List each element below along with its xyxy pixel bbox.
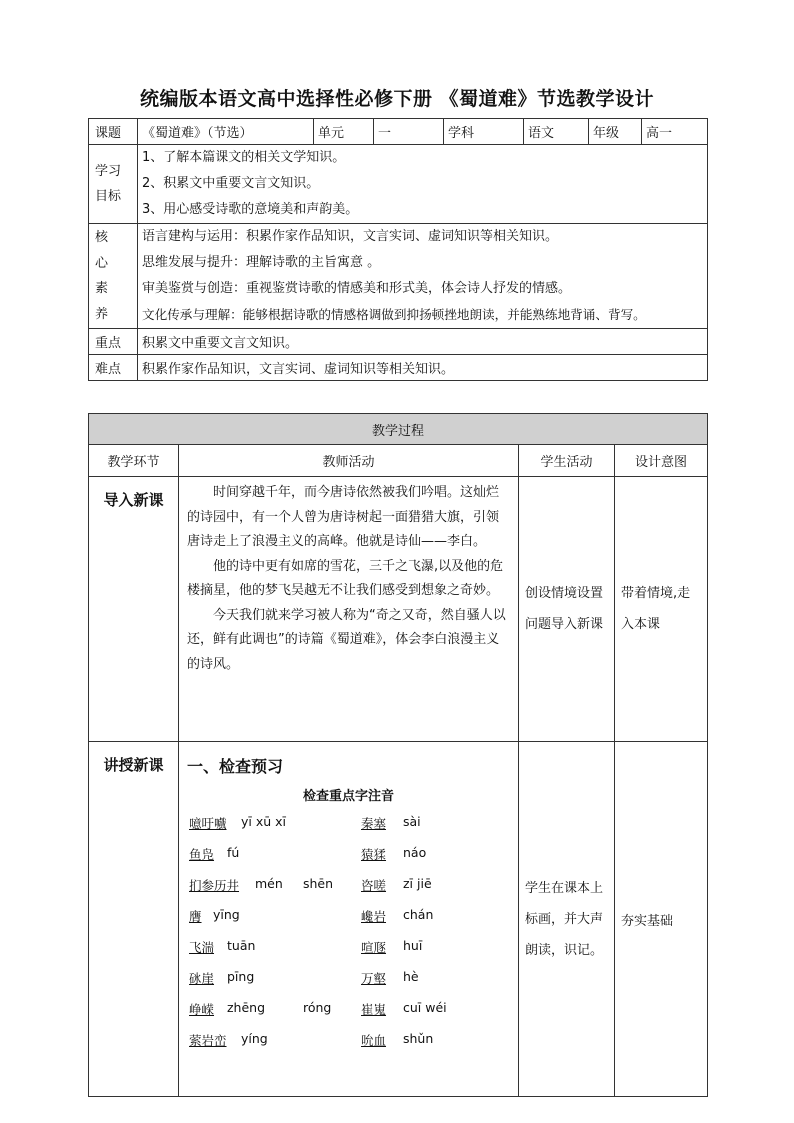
header-teacher: 教师活动 [179,445,519,477]
pinyin-row-term: 飞湍 [189,940,215,955]
header-stage: 教学环节 [89,445,179,477]
header-intent: 设计意图 [615,445,708,477]
difficult-label: 难点 [89,355,138,381]
pinyin-list [183,814,514,1062]
pinyin-row-pinyin: huī [403,938,423,953]
teaching-process-table [88,413,708,1097]
pinyin-row-term: 崔嵬 [361,1002,387,1017]
unit-value: 一 [374,119,444,145]
subject-value: 语文 [524,119,589,145]
grade-label: 年级 [589,119,642,145]
grade-value: 高一 [642,119,708,145]
pinyin-row-term: 猿猱 [361,847,387,862]
teacher-activity-intro [179,477,519,742]
intro-paragraph: 时间穿越千年，而今唐诗依然被我们吟唱。这灿烂的诗园中，有一个人曾为唐诗树起一面猎猎大旗，引领唐诗走上了浪漫主义的高峰。他就是诗仙——李白。 [187,485,500,549]
student-activity-lesson: 学生在课本上标画，并大声朗读，识记。 [519,742,615,1097]
intro-paragraph: 他的诗中更有如席的雪花，三千之飞瀑,以及他的危楼摘星，他的梦飞吴越无不让我们感受到想象之奇妙。 [187,558,504,598]
pinyin-row-term: 膺 [189,909,202,924]
pinyin-row-term: 吮血 [361,1033,387,1048]
intro-paragraph: 今天我们就来学习被人称为“奇之又奇，然自骚人以还，鲜有此调也”的诗篇《蜀道难》，体会李白浪漫主义的诗风。 [187,607,506,672]
pinyin-row [183,969,514,1000]
pinyin-subheading: 检查重点字注音 [302,789,394,804]
pinyin-row-pinyin: cuī wéi [403,1000,447,1015]
pinyin-row-term: 鱼凫 [189,847,215,862]
topic-label: 课题 [89,119,138,145]
design-intent-intro: 带着情境,走入本课 [615,477,708,742]
pinyin-row [183,938,514,969]
pinyin-row-pinyin: zhēng [227,1000,266,1015]
pinyin-row-term: 巉岩 [361,909,387,924]
lesson-info-table [88,118,708,381]
pinyin-row-term: 秦塞 [361,816,387,831]
pinyin-row [183,907,514,938]
pinyin-row-term: 噫吁嚱 [189,816,227,831]
pinyin-row-term: 砯崖 [189,971,215,986]
stage-lesson: 讲授新课 [89,742,179,1097]
unit-label: 单元 [314,119,374,145]
stage-intro: 导入新课 [89,477,179,742]
difficult-value: 积累作家作品知识，文言实词、虚词知识等相关知识。 [138,355,708,381]
pinyin-row-term: 萦岩峦 [189,1033,227,1048]
goal-item: 1、了解本篇课文的相关文学知识。 [142,150,346,165]
pinyin-row-pinyin: róng [303,1000,332,1015]
header-student: 学生活动 [519,445,615,477]
pinyin-row-pinyin: náo [403,845,427,860]
process-title: 教学过程 [89,414,708,445]
pinyin-row-pinyin: hè [403,969,419,984]
literacy-item: 语言建构与运用：积累作家作品知识，文言实词、虚词知识等相关知识。 [142,229,559,244]
pinyin-row-pinyin: shēn [303,876,334,891]
pinyin-row-pinyin: mén [255,876,283,891]
pinyin-row-term: 咨嗟 [361,878,387,893]
student-activity-intro: 创设情境设置问题导入新课 [519,477,615,742]
pinyin-row [183,814,514,845]
topic-value: 《蜀道难》（节选） [138,119,314,145]
pinyin-row-pinyin: sài [403,814,421,829]
pinyin-row-pinyin: chán [403,907,434,922]
goals-list [138,145,708,224]
pinyin-row [183,845,514,876]
literacy-item: 审美鉴赏与创造：重视鉴赏诗歌的情感美和形式美，体会诗人抒发的情感。 [142,281,572,296]
pinyin-row [183,876,514,907]
pinyin-row-pinyin: yīng [213,907,240,922]
goal-item: 3、用心感受诗歌的意境美和声韵美。 [142,202,359,217]
goal-item: 2、积累文中重要文言文知识。 [142,176,320,191]
pinyin-row-pinyin: fú [227,845,240,860]
pinyin-row [183,1000,514,1031]
literacy-list [138,224,708,329]
pinyin-row-term: 扪参历井 [189,878,240,893]
pinyin-row-pinyin: shǔn [403,1031,434,1046]
subject-label: 学科 [444,119,524,145]
pinyin-row [183,1031,514,1062]
pinyin-row-pinyin: yī xū xī [241,814,287,829]
literacy-label: 核 心 素 养 [89,224,138,329]
pinyin-row-term: 峥嵘 [189,1002,215,1017]
pinyin-row-pinyin: yíng [241,1031,268,1046]
design-intent-lesson: 夯实基础 [615,742,708,1097]
goals-label: 学习 目标 [89,145,138,224]
literacy-item: 思维发展与提升：理解诗歌的主旨寓意 。 [142,255,381,270]
pinyin-row-pinyin: zī jiē [403,876,432,891]
key-value: 积累文中重要文言文知识。 [138,329,708,355]
pinyin-row-term: 喧豗 [361,940,387,955]
pinyin-row-pinyin: tuān [227,938,256,953]
pinyin-row-pinyin: pīng [227,969,255,984]
section-heading: 一、检查预习 [187,757,284,776]
key-label: 重点 [89,329,138,355]
teacher-activity-lesson [179,742,519,1097]
pinyin-row-term: 万壑 [361,971,387,986]
document-title: 统编版本语文高中选择性必修下册 《蜀道难》节选教学设计 [139,88,655,110]
literacy-item: 文化传承与理解：能够根据诗歌的情感格调做到抑扬顿挫地朗读，并能熟练地背诵、背写。 [142,307,646,322]
